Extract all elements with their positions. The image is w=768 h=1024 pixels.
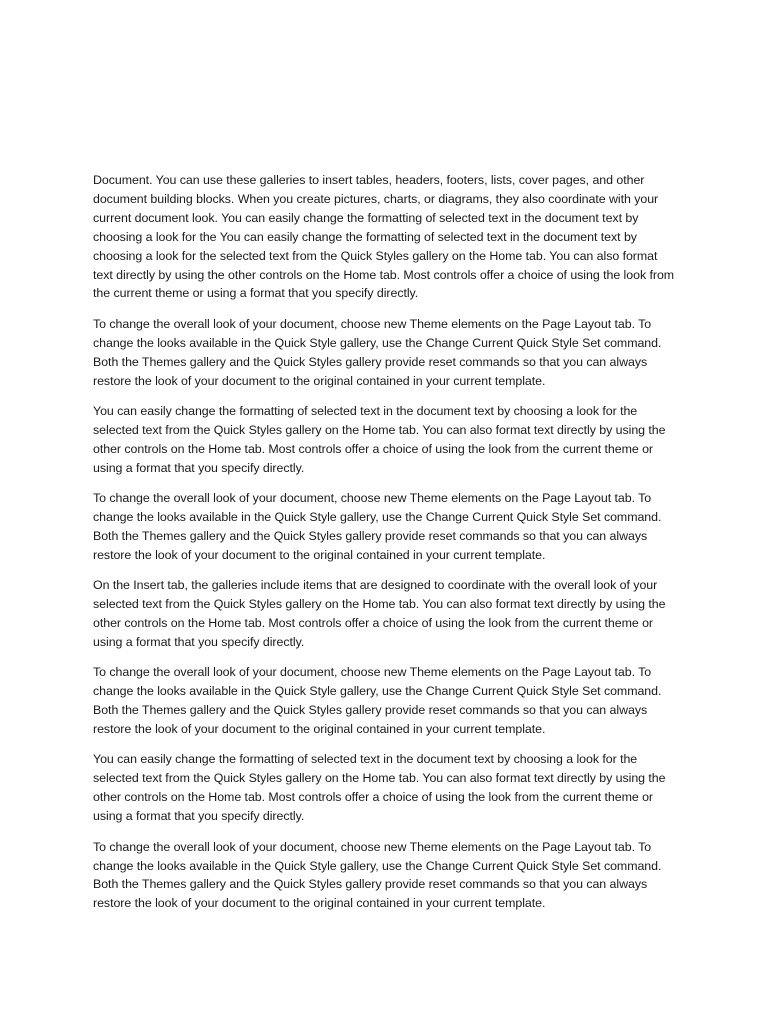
paragraph-2: To change the overall look of your document, choose new Theme elements on the Page Layout tab. To change the looks available in the Quick Style gallery, use the Change Current Quick Style Set command. Both the Themes gallery and the Quick Styles gallery provide reset commands so that you can always restore the look of your document to the original contained in your current template. (93, 316, 662, 388)
document-body (93, 171, 679, 925)
paragraph-8: To change the overall look of your document, choose new Theme elements on the Page Layout tab. To change the looks available in the Quick Style gallery, use the Change Current Quick Style Set command. Both the Themes gallery and the Quick Styles gallery provide reset commands so that you can always restore the look of your document to the original contained in your current template. (93, 839, 662, 911)
paragraph-1: Document. You can use these galleries to insert tables, headers, footers, lists, cover pages, and other document building blocks. When you create pictures, charts, or diagrams, they also coordinate with your current document look. You can easily change the formatting of selected text in the document text by choosing a look for the You can easily change the formatting of selected text in the document text by choosing a look for the selected text from the Quick Styles gallery on the Home tab. You can also format text directly by using the other controls on the Home tab. Most controls offer a choice of using the look from the current theme or using a format that you specify directly. (93, 173, 675, 301)
paragraph-7: You can easily change the formatting of selected text in the document text by choosing a look for the selected text from the Quick Styles gallery on the Home tab. You can also format text directly by using the other controls on the Home tab. Most controls offer a choice of using the look from the current theme or using a format that you specify directly. (93, 752, 666, 824)
paragraph-5: On the Insert tab, the galleries include items that are designed to coordinate with the overall look of your selected text from the Quick Styles gallery on the Home tab. You can also format text directly by using the other controls on the Home tab. Most controls offer a choice of using the look from the current theme or using a format that you specify directly. (93, 578, 666, 649)
paragraph-6: To change the overall look of your document, choose new Theme elements on the Page Layout tab. To change the looks available in the Quick Style gallery, use the Change Current Quick Style Set command. Both the Themes gallery and the Quick Styles gallery provide reset commands so that you can always restore the look of your document to the original contained in your current template. (93, 665, 662, 737)
paragraph-4: To change the overall look of your document, choose new Theme elements on the Page Layout tab. To change the looks available in the Quick Style gallery, use the Change Current Quick Style Set command. Both the Themes gallery and the Quick Styles gallery provide reset commands so that you can always restore the look of your document to the original contained in your current template. (93, 491, 662, 562)
paragraph-3: You can easily change the formatting of selected text in the document text by choosing a look for the selected text from the Quick Styles gallery on the Home tab. You can also format text directly by using the other controls on the Home tab. Most controls offer a choice of using the look from the current theme or using a format that you specify directly. (93, 403, 666, 475)
